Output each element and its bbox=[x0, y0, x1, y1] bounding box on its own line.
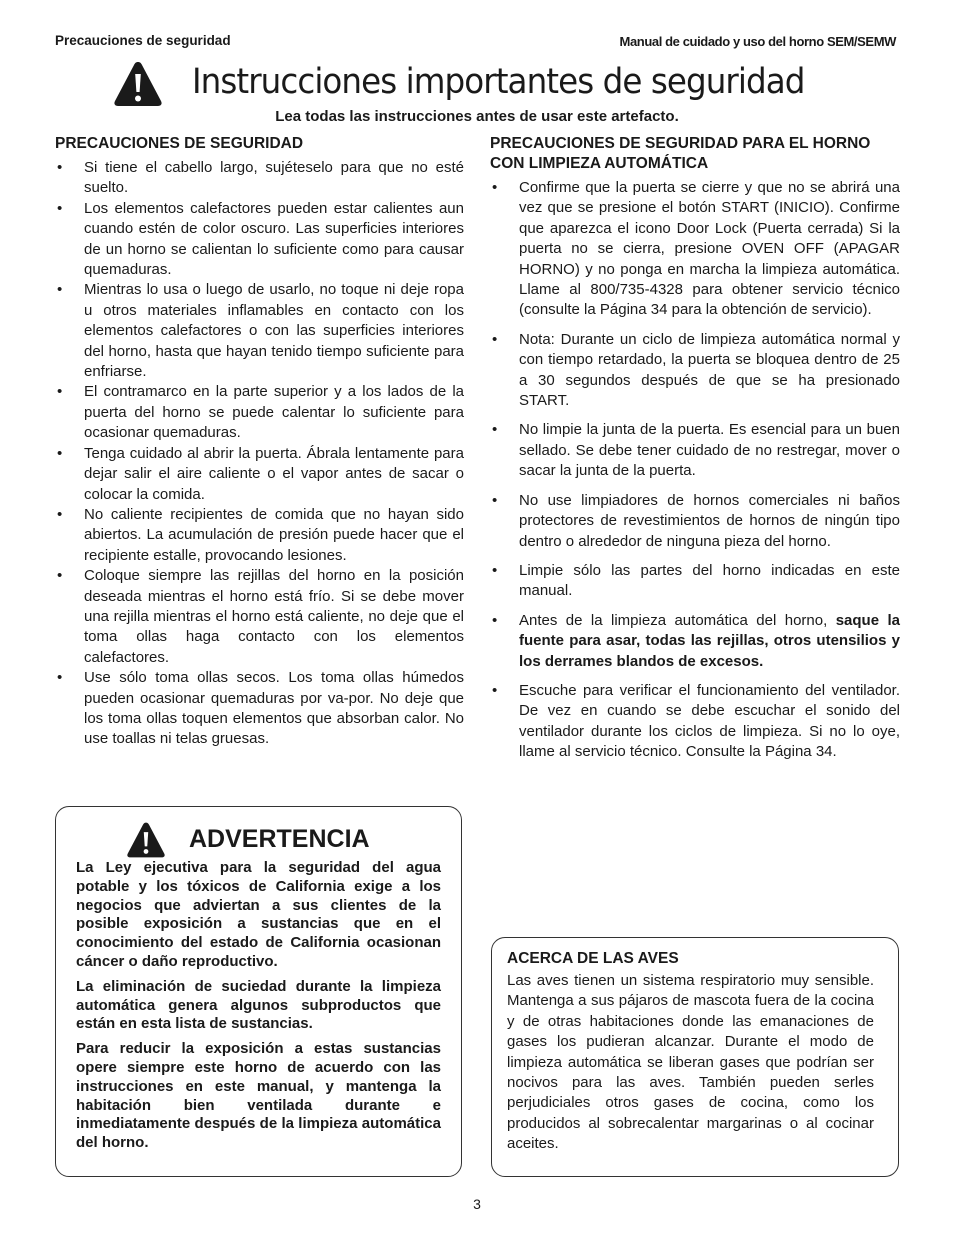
list-item: • Limpie sólo las partes del horno indicadas en este manual. bbox=[490, 561, 900, 602]
list-item: • Confirme que la puerta se cierre y que no se abrirá una vez que se presione el botón START (INICIO). Confirme que aparezca el icono Door Lock (Puerta cerrada) Si la puerta no se cierra, presione OVEN OFF (APAGAR HORNO) y no ponga en marcha la limpieza automática. Llame al 800/735-4328 para obtener servicio técnico (consulte la Página 34 para la obtención de servicio). bbox=[490, 178, 900, 321]
list-item: • Mientras lo usa o luego de usarlo, no toque ni deje ropa u otros materiales inflamables en contacto con los elementos calefactores o con las superficies interiores del horno, hasta que hayan tenido tiempo suficiente para enfriarse. bbox=[55, 280, 464, 382]
list-item: • No limpie la junta de la puerta. Es esencial para un buen sellado. Se debe tener cuidado de no restregar, mover o sacar la junta de la puerta. bbox=[490, 420, 900, 481]
list-item: • Tenga cuidado al abrir la puerta. Ábrala lentamente para dejar salir el aire caliente o el vapor antes de sacar o colocar la comida. bbox=[55, 444, 464, 505]
list-item-text: Antes de la limpieza automática del horno, bbox=[519, 611, 836, 629]
birds-info-box bbox=[491, 937, 899, 1177]
left-bullet-list bbox=[55, 158, 464, 750]
warning-paragraph: La Ley ejecutiva para la seguridad del agua potable y los tóxicos de California exige a los negocios que adviertan a sus clientes de la posible exposición a sustancias que en el conocimiento del estado de California ocasionan cáncer o daño reproductivo. bbox=[76, 859, 441, 970]
right-section-heading: PRECAUCIONES DE SEGURIDAD PARA EL HORNO CON LIMPIEZA AUTOMÁTICA bbox=[490, 135, 871, 172]
list-item: • Escuche para verificar el funcionamiento del ventilador. De vez en cuando se debe escuchar el sonido del ventilador durante los ciclos de limpieza. Si no lo oye, llame al servicio técnico. Consulte la Página 34. bbox=[490, 681, 900, 763]
list-item: • Use sólo toma ollas secos. Los toma ollas húmedos pueden ocasionar quemaduras por va-por. No deje que los toma ollas toquen elementos que absorban calor. No use toallas ni telas gruesas. bbox=[55, 668, 464, 750]
list-item-bold-text: saque la fuente para asar, todas las rejillas, otros utensilios y los derrames blandos de excesos. bbox=[519, 611, 900, 670]
section-header: Precauciones de seguridad bbox=[55, 33, 231, 48]
warning-body bbox=[76, 859, 441, 1159]
warning-paragraph: La eliminación de suciedad durante la limpieza automática genera algunos subproductos que están en esta lista de sustancias. bbox=[76, 977, 441, 1033]
birds-title: ACERCA DE LAS AVES bbox=[507, 950, 679, 967]
manual-title-header: Manual de cuidado y uso del horno SEM/SEMW bbox=[619, 34, 896, 49]
left-section-heading: PRECAUCIONES DE SEGURIDAD bbox=[55, 135, 304, 152]
left-column bbox=[55, 134, 464, 750]
list-item: • No use limpiadores de hornos comerciales ni baños protectores de revestimientos de hornos de ningún tipo dentro o alrededor de ninguna pieza del horno. bbox=[490, 491, 900, 552]
page-subtitle: Lea todas las instrucciones antes de usar este artefacto. bbox=[275, 108, 679, 125]
list-item: • Coloque siempre las rejillas del horno en la posición deseada mientras el horno está frío. Si se debe mover una rejilla mientras el horno está caliente, no deje que el toma ollas haga contacto con los elementos calefactores. bbox=[55, 566, 464, 668]
warning-triangle-icon bbox=[113, 60, 163, 108]
list-item: • No caliente recipientes de comida que no hayan sido abiertos. La acumulación de presión puede hacer que el recipiente estalle, provocando lesiones. bbox=[55, 505, 464, 566]
right-column bbox=[490, 134, 900, 772]
birds-body: Las aves tienen un sistema respiratorio muy sensible. Mantenga a sus pájaros de mascota fuera de la cocina y de otras habitaciones donde las emanaciones de gases los pudieran alcanzar. Durante el modo de limpieza automática se liberan gases que podrían ser nocivos para las aves. También pueden serles perjudiciales otros gases de cocina, como los producidos al sobrecalentar margarinas o al cocinar aceites. bbox=[507, 972, 874, 1153]
warning-paragraph: Para reducir la exposición a estas sustancias opere siempre este horno de acuerdo con las instrucciones en este manual, y mantenga la habitación bien ventilada durante e inmediatamente después de la limpieza automática del horno. bbox=[76, 1040, 441, 1152]
list-item: • Si tiene el cabello largo, sujéteselo para que no esté suelto. bbox=[55, 158, 464, 199]
warning-box bbox=[55, 806, 462, 1177]
list-item: • El contramarco en la parte superior y a los lados de la puerta del horno se puede calentar lo suficiente para ocasionar quemaduras. bbox=[55, 382, 464, 443]
list-item: • Los elementos calefactores pueden estar calientes aun cuando estén de color oscuro. Las superficies interiores de un horno se calientan lo suficiente como para causar quemaduras. bbox=[55, 199, 464, 281]
page-number: 3 bbox=[473, 1196, 481, 1212]
warning-title: ADVERTENCIA bbox=[189, 825, 370, 853]
warning-triangle-icon bbox=[126, 821, 166, 859]
page-title: Instrucciones importantes de seguridad bbox=[192, 62, 805, 102]
list-item: • Nota: Durante un ciclo de limpieza automática normal y con tiempo retardado, la puerta se bloquea dentro de 25 a 30 segundos después de que se ha presionado START. bbox=[490, 330, 900, 412]
right-bullet-list bbox=[490, 178, 900, 763]
list-item bbox=[490, 611, 900, 672]
